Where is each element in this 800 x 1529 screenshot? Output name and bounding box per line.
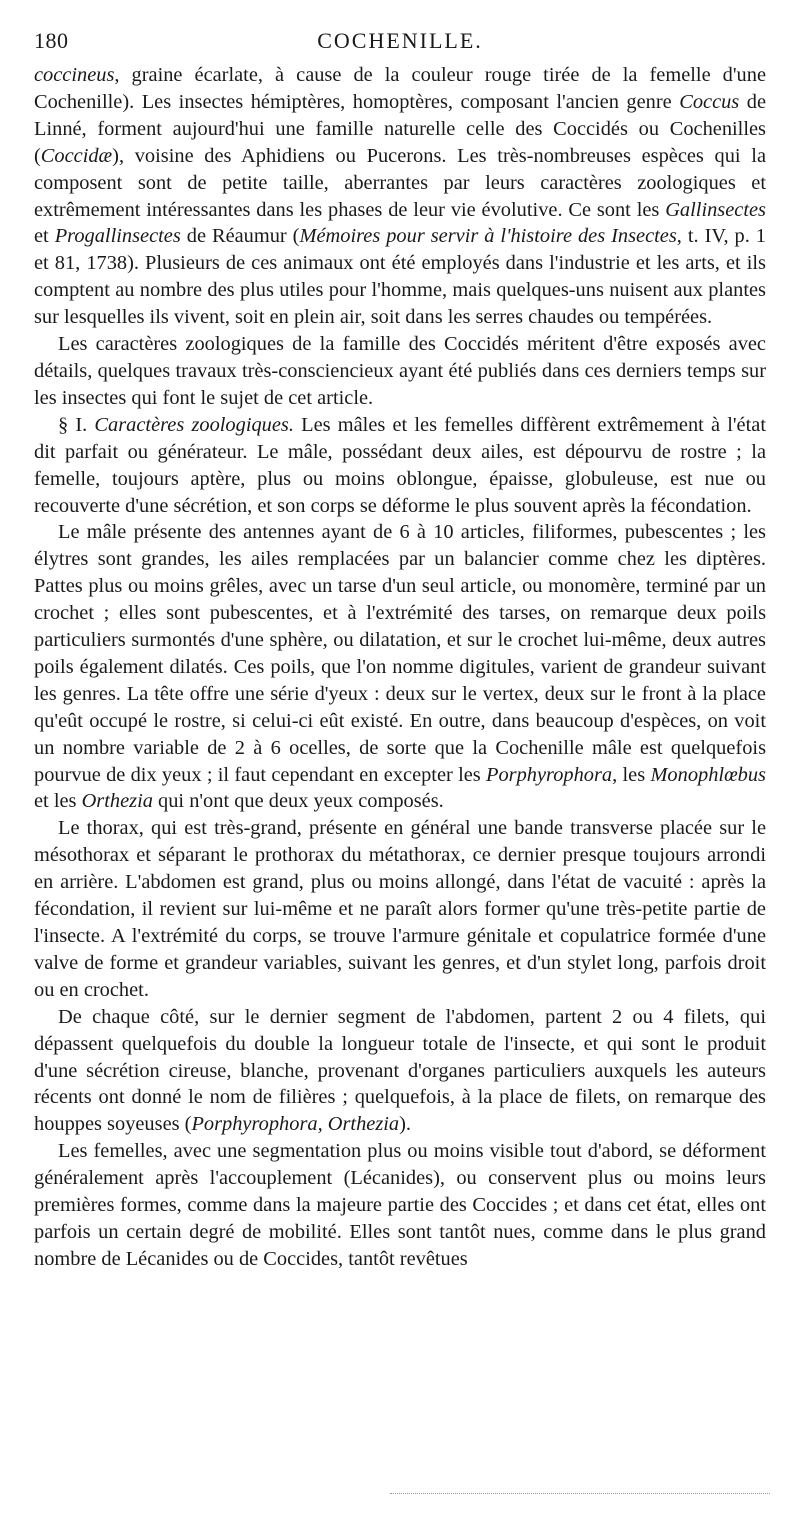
- footer-rule: [390, 1493, 770, 1494]
- body-text: [34, 62, 766, 1273]
- text-run: qui n'ont que deux yeux composés.: [152, 790, 444, 813]
- text-run: de Réaumur (: [180, 225, 300, 248]
- italic-text: Mémoires pour servir à l'histoire des Insectes: [299, 225, 677, 248]
- text-run: Les femelles, avec une segmentation plus ou moins visible tout d'abord, se déforment généralement après l'accouplement (Lécanides), ou conservent plus ou moins leurs premières formes, comme dans la majeure partie des Coccides ; et dans cet état, elles ont parfois un certain degré de mobilité. Elles sont tantôt nues, comme dans le plus grand nombre de Lécanides ou de Coccides, tantôt revêtues: [34, 1140, 766, 1270]
- italic-text: coccineus: [34, 64, 115, 86]
- text-run: , t. IV, p. 1 et 81, 1738). Plusieurs de ces animaux ont été employés dans l'industrie et les arts, et ils comptent au nombre des plus utiles pour l'homme, mais quelques-uns nuisent aux plantes sur lesquelles ils vivent, soit en plein air, soit dans les serres chaudes ou tempérées.: [34, 225, 766, 329]
- text-run: de Linné, forment aujourd'hui une famille naturelle celle des Coccidés ou Cochenilles (: [34, 90, 767, 167]
- paragraph: [34, 519, 766, 815]
- paragraph: [34, 1004, 766, 1139]
- italic-text: Caractères zoologiques.: [94, 413, 294, 436]
- italic-text: Progallinsectes: [54, 225, 181, 248]
- italic-text: Coccidæ: [40, 144, 113, 167]
- paragraph: [34, 815, 766, 1003]
- italic-text: Gallinsectes: [665, 198, 766, 221]
- page-header: [34, 28, 766, 62]
- paragraph: [34, 62, 766, 331]
- text-run: § I.: [58, 413, 95, 436]
- paragraph: [34, 1138, 766, 1273]
- text-run: Le mâle présente des antennes ayant de 6 à 10 articles, filiformes, pubescentes ; les élytres sont grandes, les ailes remplacées par un balancier comme chez les diptères. Pattes plus ou moins grêles, avec un tarse d'un seul article, ou monomère, terminé par un crochet ; elles sont pubescentes, et à l'extrémité des tarses, on remarque deux poils particuliers surmontés d'une sphère, ou dilatation, et sur le crochet lui-même, deux autres poils également dilatés. Ces poils, que l'on nomme digitules, varient de grandeur suivant les genres. La tête offre une série d'yeux : deux sur le vertex, deux sur le front à la place qu'eût occupé le rostre, si celui-ci eût existé. En outre, dans beaucoup d'espèces, on voit un nombre variable de 2 à 6 ocelles, de sorte que la Cochenille mâle est quelquefois pourvue de dix yeux ; il faut cependant en excepter les: [34, 521, 766, 786]
- text-run: , graine écarlate, à cause de la couleur rouge tirée de la femelle d'une Cochenille). Les insectes hémiptères, homoptères, composant l'ancien genre: [34, 64, 766, 113]
- text-run: De chaque côté, sur le dernier segment de l'abdomen, partent 2 ou 4 filets, qui dépassent quelquefois du double la longueur totale de l'insecte, et qui sont le produit d'une sécrétion cireuse, blanche, provenant d'organes particuliers auxquels les auteurs récents ont donné le nom de filières ; quelquefois, à la place de filets, on remarque des houppes soyeuses (: [34, 1005, 766, 1136]
- italic-text: Porphyrophora, Orthezia: [191, 1113, 400, 1136]
- text-run: Les caractères zoologiques de la famille des Coccidés méritent d'être exposés avec détails, quelques travaux très-consciencieux ayant été publiés dans ces derniers temps sur les insectes qui font le sujet de cet article.: [34, 333, 766, 409]
- text-run: , les: [612, 763, 651, 786]
- text-run: ), voisine des Aphidiens ou Pucerons. Les très-nombreuses espèces qui la composent sont de petite taille, aberrantes par leurs caractères zoologiques et extrêmement intéressantes dans les phases de leur vie évolutive. Ce sont les: [34, 144, 766, 221]
- running-head: COCHENILLE.: [317, 28, 483, 53]
- italic-text: Porphyrophora: [486, 763, 613, 786]
- text-run: et les: [34, 790, 82, 813]
- italic-text: Monophlœbus: [650, 763, 766, 786]
- page-number: 180: [34, 28, 69, 53]
- italic-text: Orthezia: [81, 790, 153, 813]
- text-run: ).: [399, 1113, 412, 1136]
- paragraph: [34, 412, 766, 520]
- paragraph: [34, 331, 766, 412]
- text-run: et: [34, 225, 55, 248]
- text-run: Le thorax, qui est très-grand, présente en général une bande transverse placée sur le mésothorax et séparant le prothorax du métathorax, ce dernier presque toujours arrondi en arrière. L'abdomen est grand, plus ou moins allongé, dans l'état de vacuité : après la fécondation, il revient sur lui-même et ne paraît alors former qu'une très-petite partie de l'insecte. A l'extrémité du corps, se trouve l'armure génitale et copulatrice formée d'une valve de forme et grandeur variables, suivant les genres, et d'un stylet long, parfois droit ou en crochet.: [34, 817, 766, 1001]
- text-run: Les mâles et les femelles diffèrent extrêmement à l'état dit parfait ou générateur. Le mâle, possédant deux ailes, est dépourvu de rostre ; la femelle, toujours aptère, plus ou moins oblongue, épaisse, globuleuse, est nue ou recouverte d'une sécrétion, et son corps se déforme le plus souvent après la fécondation.: [34, 413, 766, 517]
- italic-text: Coccus: [679, 90, 740, 113]
